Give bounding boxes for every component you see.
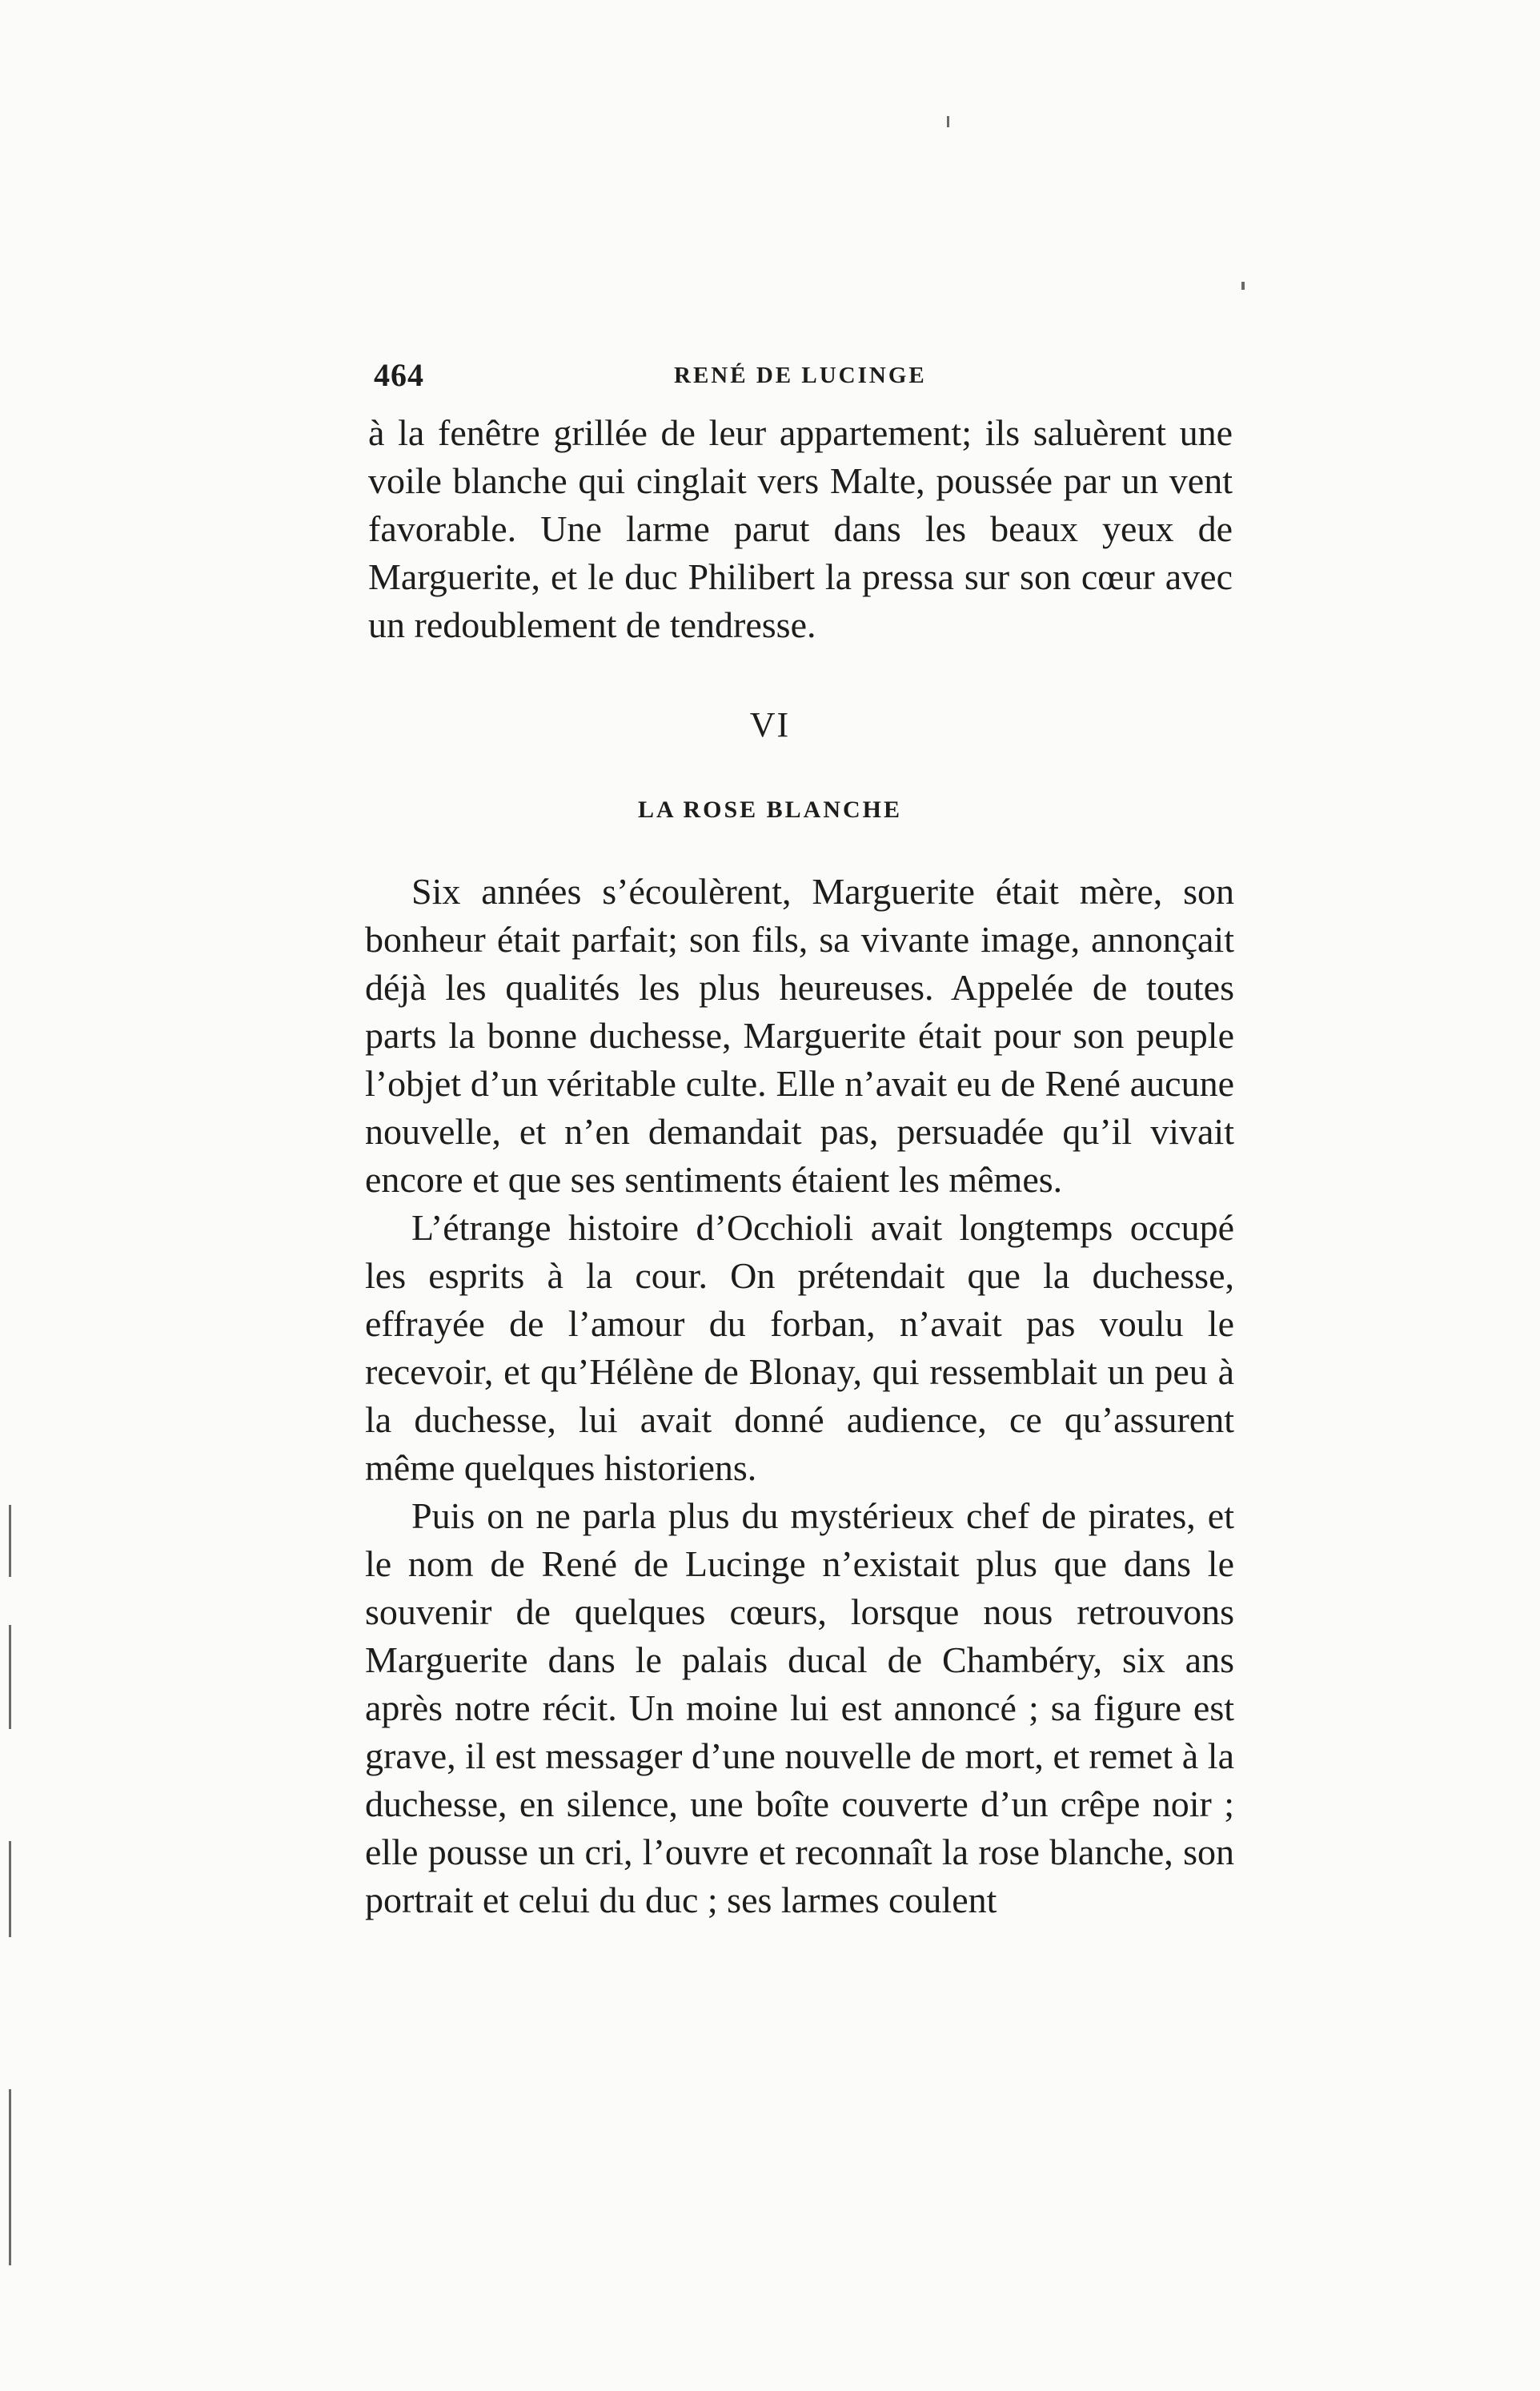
running-title: RENÉ DE LUCINGE [674, 363, 927, 388]
scan-mark [947, 116, 949, 127]
paragraph-3: Puis on ne parla plus du mystérieux chef de pirates, et le nom de René de Lucinge n’existait plus que dans le souvenir de quelques cœurs, lorsque nous retrouvons Marguerite dans le palais ducal de Chambéry, six ans après notre récit. Un moine lui est annoncé ; sa figure est grave, il est messager d’une nouvelle de mort, et remet à la duchesse, en silence, une boîte couverte d’un crêpe noir ; elle pousse un cri, l’ouvre et reconnaît la rose blanche, son portrait et celui du duc ; ses larmes coulent [365, 1495, 1234, 1920]
scan-mark [9, 1625, 11, 1729]
chapter-number: VI [749, 705, 791, 744]
scan-mark [1241, 282, 1245, 290]
chapter-title: LA ROSE BLANCHE [637, 796, 903, 823]
paragraph-2: L’étrange histoire d’Occhioli avait longtemps occupé les esprits à la cour. On prétendait que la duchesse, effrayée de l’amour du forban, n’avait pas voulu le recevoir, et qu’Hélène de Blonay, qui ressemblait un peu à la duchesse, lui avait donné audience, ce qu’assurent même quelques historiens. [365, 1207, 1234, 1488]
scan-mark [9, 1505, 11, 1577]
page-header [374, 356, 1234, 396]
page-number: 464 [374, 357, 424, 393]
scan-mark [9, 1841, 11, 1937]
continued-paragraph [368, 409, 1233, 649]
scan-mark [9, 2089, 11, 2265]
chapter-body [365, 868, 1234, 1924]
paragraph-1: Six années s’écoulèrent, Marguerite était mère, son bonheur était parfait; son fils, sa vivante image, annonçait déjà les qualités les plus heureuses. Appelée de toutes parts la bonne duchesse, Marguerite était pour son peuple l’objet d’un véritable culte. Elle n’avait eu de René aucune nouvelle, et n’en demandait pas, persuadée qu’il vivait encore et que ses sentiments étaient les mêmes. [365, 871, 1234, 1200]
paragraph-text: à la fenêtre grillée de leur appartement; ils saluèrent une voile blanche qui cinglait vers Malte, poussée par un vent favorable. Une larme parut dans les beaux yeux de Marguerite, et le duc Philibert la pressa sur son cœur avec un redoublement de tendresse. [368, 412, 1233, 645]
